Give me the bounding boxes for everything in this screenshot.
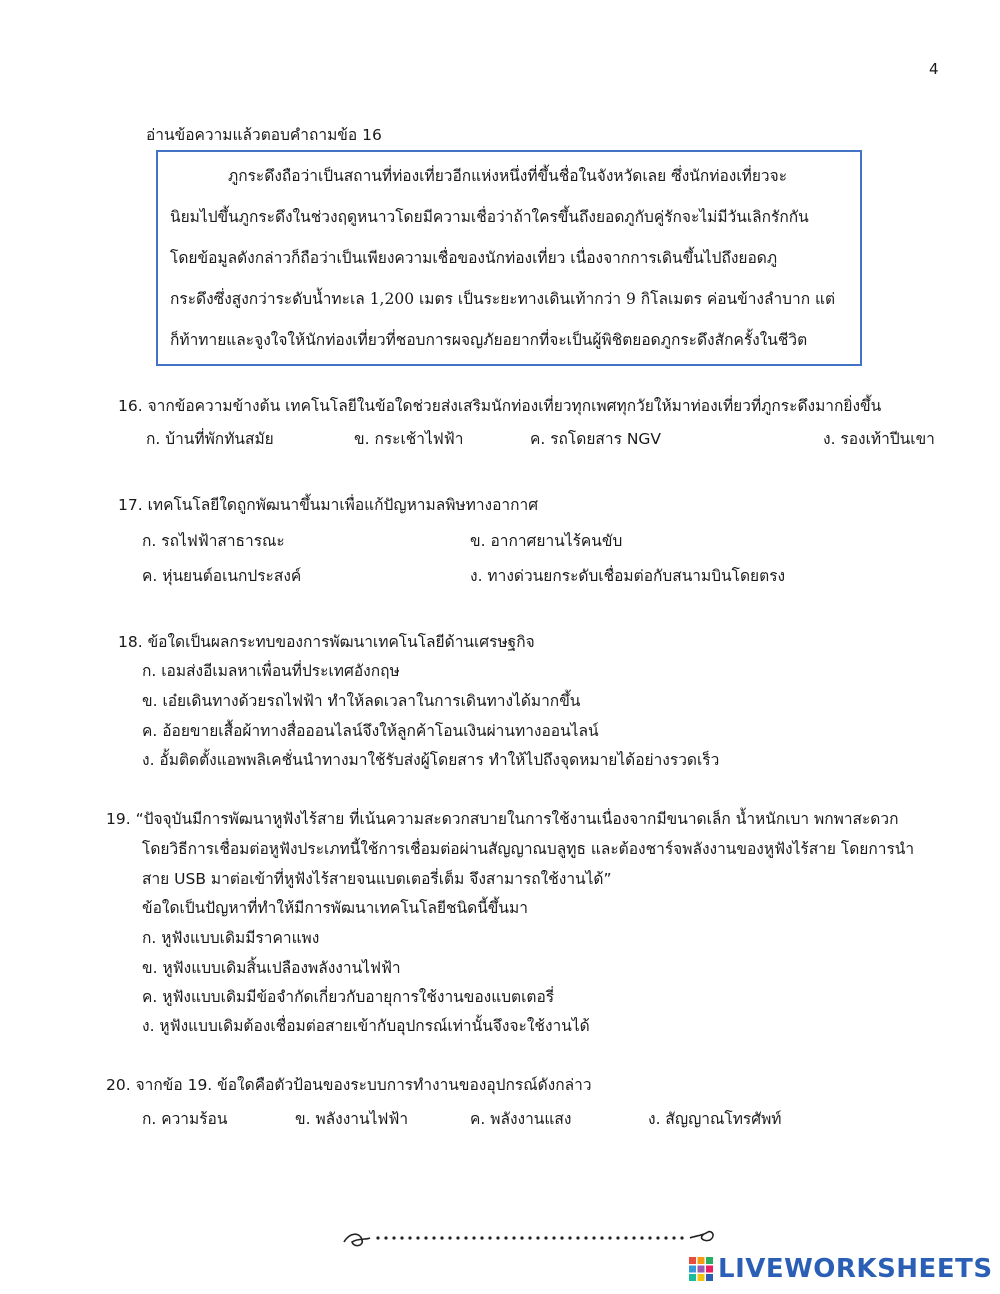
liveworksheets-logo-icon bbox=[688, 1256, 714, 1282]
q18-option-a[interactable]: ก. เอมส่งอีเมลหาเพื่อนที่ประเทศอังกฤษ bbox=[142, 662, 400, 680]
q20-option-d[interactable]: ง. สัญญาณโทรศัพท์ bbox=[648, 1110, 782, 1128]
q18-option-d[interactable]: ง. อั้มติดตั้งแอพพลิเคชั่นนำทางมาใช้รับส่งผู้โดยสาร ทำให้ไปถึงจุดหมายได้อย่างรวดเร็ว bbox=[142, 751, 720, 769]
q19-option-b[interactable]: ข. หูฟังแบบเดิมสิ้นเปลืองพลังงานไฟฟ้า bbox=[142, 959, 401, 977]
liveworksheets-logo-text: LIVEWORKSHEETS bbox=[718, 1254, 993, 1284]
q18-option-b[interactable]: ข. เอ๋ยเดินทางด้วยรถไฟฟ้า ทำให้ลดเวลาในการเดินทางได้มากขึ้น bbox=[142, 692, 581, 710]
q16-option-c[interactable]: ค. รถโดยสาร NGV bbox=[530, 430, 662, 448]
instruction: อ่านข้อความแล้วตอบคำถามข้อ 16 bbox=[146, 126, 382, 144]
question-16: 16. จากข้อความข้างต้น เทคโนโลยีในข้อใดช่วยส่งเสริมนักท่องเที่ยวทุกเพศทุกวัยให้มาท่องเที่ยวที่ภูกระดึงมากยิ่งขึ้น bbox=[118, 397, 882, 415]
q16-option-a[interactable]: ก. บ้านที่พักทันสมัย bbox=[146, 430, 274, 448]
q17-option-c[interactable]: ค. หุ่นยนต์อเนกประสงค์ bbox=[142, 567, 302, 585]
question-20: 20. จากข้อ 19. ข้อใดคือตัวป้อนของระบบการทำงานของอุปกรณ์ดังกล่าว bbox=[106, 1076, 592, 1094]
q18-option-c[interactable]: ค. อ้อยขายเสื้อผ้าทางสื่อออนไลน์จึงให้ลูกค้าโอนเงินผ่านทางออนไลน์ bbox=[142, 722, 599, 740]
q16-option-d[interactable]: ง. รองเท้าปีนเขา bbox=[823, 430, 935, 448]
passage-line: นิยมไปขึ้นภูกระดึงในช่วงฤดูหนาวโดยมีความเชื่อว่าถ้าใครขึ้นถึงยอดภูกับคู่รักจะไม่มีวันเลิกรักกัน bbox=[170, 208, 809, 226]
q20-option-b[interactable]: ข. พลังงานไฟฟ้า bbox=[295, 1110, 409, 1128]
q19-option-d[interactable]: ง. หูฟังแบบเดิมต้องเชื่อมต่อสายเข้ากับอุปกรณ์เท่านั้นจึงจะใช้งานได้ bbox=[142, 1017, 590, 1035]
passage-line: ก็ท้าทายและจูงใจให้นักท่องเที่ยวที่ชอบการผจญภัยอยากที่จะเป็นผู้พิชิตยอดภูกระดึงสักครั้งในชีวิต bbox=[170, 331, 808, 349]
q17-option-b[interactable]: ข. อากาศยานไร้คนขับ bbox=[470, 532, 623, 550]
q20-option-a[interactable]: ก. ความร้อน bbox=[142, 1110, 228, 1128]
q20-option-c[interactable]: ค. พลังงานแสง bbox=[470, 1110, 572, 1128]
passage-line: โดยข้อมูลดังกล่าวก็ถือว่าเป็นเพียงความเชื่อของนักท่องเที่ยว เนื่องจากการเดินขึ้นไปถึงยอดภู bbox=[170, 249, 778, 267]
q19-option-c[interactable]: ค. หูฟังแบบเดิมมีข้อจำกัดเกี่ยวกับอายุการใช้งานของแบตเตอรี่ bbox=[142, 988, 555, 1006]
question-19-line: 19. “ปัจจุบันมีการพัฒนาหูฟังไร้สาย ที่เน้นความสะดวกสบายในการใช้งานเนื่องจากมีขนาดเล็ก น้ำหนักเบา พกพาสะดวก bbox=[106, 810, 899, 828]
q16-option-b[interactable]: ข. กระเช้าไฟฟ้า bbox=[354, 430, 464, 448]
liveworksheets-logo bbox=[688, 1254, 993, 1284]
question-17: 17. เทคโนโลยีใดถูกพัฒนาขึ้นมาเพื่อแก้ปัญหามลพิษทางอากาศ bbox=[118, 496, 539, 514]
passage-box bbox=[156, 150, 862, 366]
question-19-prompt: ข้อใดเป็นปัญหาที่ทำให้มีการพัฒนาเทคโนโลยีชนิดนี้ขึ้นมา bbox=[142, 899, 528, 917]
q19-option-a[interactable]: ก. หูฟังแบบเดิมมีราคาแพง bbox=[142, 929, 320, 947]
question-18: 18. ข้อใดเป็นผลกระทบของการพัฒนาเทคโนโลยีด้านเศรษฐกิจ bbox=[118, 633, 535, 651]
q17-option-d[interactable]: ง. ทางด่วนยกระดับเชื่อมต่อกับสนามบินโดยตรง bbox=[470, 567, 786, 585]
passage-line: กระดึงซึ่งสูงกว่าระดับน้ำทะเล 1,200 เมตร เป็นระยะทางเดินเท้ากว่า 9 กิโลเมตร ค่อนข้างลำบาก แต่ bbox=[170, 290, 836, 308]
page-number: 4 bbox=[929, 60, 939, 78]
footer-divider-ornament bbox=[340, 1224, 720, 1254]
q17-option-a[interactable]: ก. รถไฟฟ้าสาธารณะ bbox=[142, 532, 285, 550]
passage-line: ภูกระดึงถือว่าเป็นสถานที่ท่องเที่ยวอีกแห่งหนึ่งที่ขึ้นชื่อในจังหวัดเลย ซึ่งนักท่องเที่ยวจะ bbox=[228, 167, 788, 185]
question-19-line: สาย USB มาต่อเข้าที่หูฟังไร้สายจนแบตเตอรี่เต็ม จึงสามารถใช้งานได้” bbox=[142, 870, 612, 888]
question-19-line: โดยวิธีการเชื่อมต่อหูฟังประเภทนี้ใช้การเชื่อมต่อผ่านสัญญาณบลูทูธ และต้องชาร์จพลังงานของหูฟังไร้สาย โดยการนำ bbox=[142, 840, 915, 858]
